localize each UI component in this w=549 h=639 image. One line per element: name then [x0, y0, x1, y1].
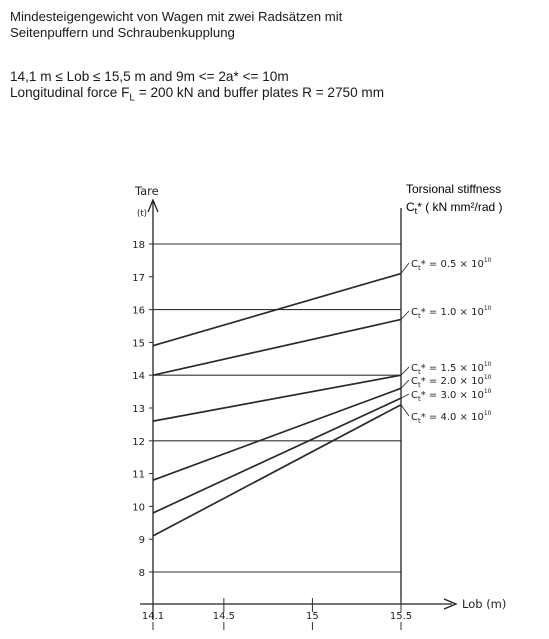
y-tick-label: 18	[132, 240, 145, 251]
y-tick-label: 16	[132, 305, 145, 317]
series-label-text: * = 4.0 × 10	[420, 412, 484, 423]
y-axis-label: Tare	[135, 184, 159, 198]
x-ticks	[142, 598, 412, 630]
grid-lines	[153, 244, 401, 572]
x-tick-label: 15	[306, 611, 319, 622]
condition-line-2-subscript: L	[129, 92, 135, 104]
series-label	[411, 305, 492, 320]
series-label-leader	[401, 380, 409, 388]
chart-title-line-2: Seitenpuffern und Schraubenkupplung	[10, 25, 235, 40]
series-label-leader	[401, 367, 409, 375]
y-tick-label: 15	[132, 338, 145, 350]
x-tick-label: 14.5	[212, 611, 235, 622]
series-label-exponent: 10	[483, 361, 492, 368]
series-label-sub: t	[417, 368, 421, 376]
series-label-c: C	[411, 363, 418, 374]
series-line	[153, 398, 401, 513]
series-label-text: * = 3.0 × 10	[420, 390, 484, 401]
series-label-sub: t	[417, 395, 421, 403]
series-labels	[401, 257, 492, 425]
y-tick-label: 9	[138, 535, 145, 547]
right-axis-title-line-2	[406, 200, 503, 216]
series-label-exponent: 10	[483, 374, 492, 381]
series-line	[153, 405, 401, 536]
series-line	[153, 388, 401, 480]
series-label	[411, 388, 492, 403]
y-tick-label: 10	[132, 502, 145, 514]
x-tick-label: 14.1	[141, 611, 165, 622]
series-line	[153, 375, 401, 421]
y-tick-label: 11	[132, 469, 145, 481]
y-tick-label: 8	[138, 568, 145, 579]
series-label	[411, 361, 492, 376]
condition-line-2-prefix: Longitudinal force F	[10, 85, 130, 100]
series-label-c: C	[411, 376, 418, 387]
condition-line-2-suffix: = 200 kN and buffer plates R = 2750 mm	[134, 85, 385, 100]
series-line	[153, 319, 401, 375]
series-label-c: C	[411, 307, 418, 318]
series-label-exponent: 10	[483, 410, 492, 417]
series-label-exponent: 10	[483, 257, 492, 264]
series-label-exponent: 10	[483, 305, 492, 312]
series-label-text: * = 2.0 × 10	[420, 376, 484, 387]
series-label-text: * = 1.5 × 10	[420, 363, 484, 374]
series-label-text: * = 0.5 × 10	[420, 259, 484, 270]
series-label-leader	[401, 263, 409, 274]
x-axis-label: Lob (m)	[462, 597, 507, 611]
y-tick-label: 12	[132, 436, 145, 448]
series-label-sub: t	[417, 417, 421, 425]
right-axis-title-line-1: Torsional stiffness	[406, 182, 502, 196]
y-tick-label: 17	[132, 272, 145, 284]
series-label-c: C	[411, 259, 418, 270]
series-label-exponent: 10	[483, 388, 492, 395]
y-axis-unit: (t)	[137, 209, 147, 219]
series-label	[411, 257, 492, 272]
series-label	[411, 410, 492, 425]
y-ticks	[132, 240, 153, 579]
series-label	[411, 374, 492, 389]
axes	[134, 182, 506, 620]
series-label-c: C	[411, 412, 418, 423]
series-lines	[153, 274, 401, 536]
y-tick-label: 14	[132, 371, 145, 383]
y-tick-label: 13	[132, 404, 145, 415]
right-axis-title-sub: t	[414, 206, 418, 216]
series-label-leader	[401, 394, 409, 398]
x-tick-label: 15.5	[389, 611, 413, 622]
series-label-leader	[401, 405, 409, 416]
condition-line-1: 14,1 m ≤ Lob ≤ 15,5 m and 9m <= 2a* <= 10m	[10, 69, 289, 84]
chart-title-line-1: Mindesteigengewicht von Wagen mit zwei Radsätzen mit	[10, 9, 343, 24]
series-label-leader	[401, 311, 409, 319]
series-label-sub: t	[417, 312, 421, 320]
series-label-text: * = 1.0 × 10	[420, 307, 484, 318]
right-axis-title-rest: * ( kN mm²/rad )	[417, 200, 503, 214]
series-label-sub: t	[417, 264, 421, 272]
series-label-c: C	[411, 390, 418, 401]
right-axis-title-c: C	[406, 200, 415, 214]
series-label-sub: t	[417, 381, 421, 389]
